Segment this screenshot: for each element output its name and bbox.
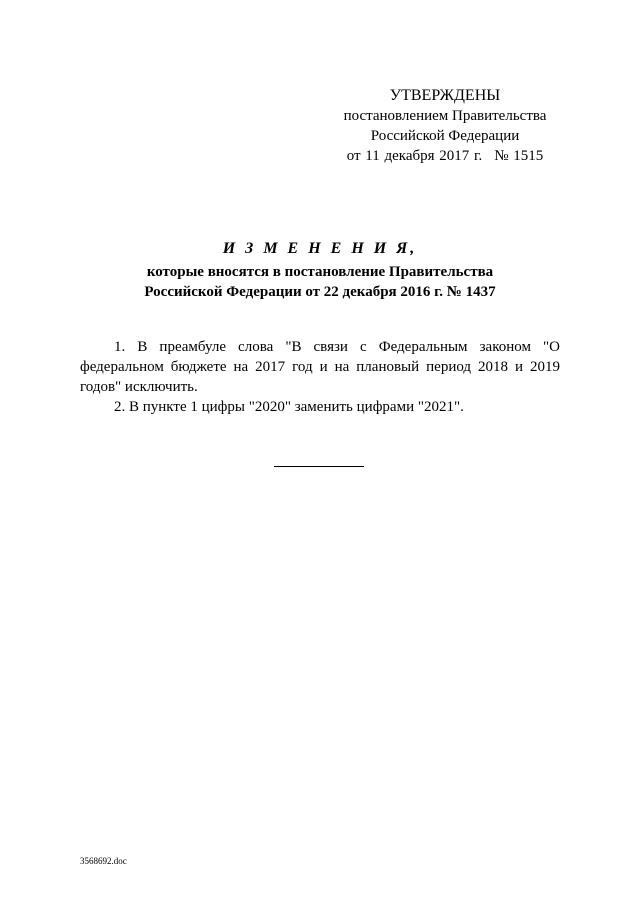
approval-date: от 11 декабря 2017 г. [346, 148, 483, 164]
title-changes: И З М Е Н Е Н И Я, [222, 240, 418, 257]
approval-government-line: Российской Федерации [370, 128, 520, 144]
title-subtitle-line-1: которые вносятся в постановление Правительства [146, 264, 494, 280]
document-body [80, 337, 560, 417]
end-divider [274, 466, 364, 467]
footer-filename: 3568692.doc [80, 856, 127, 866]
title-subtitle [0, 262, 640, 302]
paragraph-item-1: 1. В преамбуле слова "В связи с Федеральным законом "О федеральном бюджете на 2017 год и на плановый период 2018 и 2019 годов" исключить. [80, 339, 560, 395]
paragraph-item-2: 2. В пункте 1 цифры "2020" заменить цифрами "2021". [114, 399, 464, 415]
title-subtitle-line-2: Российской Федерации от 22 декабря 2016 г. № 1437 [144, 284, 496, 300]
approval-heading: УТВЕРЖДЕНЫ [389, 87, 501, 104]
document-title [0, 239, 640, 302]
approval-date-line [330, 146, 560, 166]
approval-stamp [330, 86, 560, 166]
approval-number: № 1515 [494, 148, 544, 164]
approval-issuer-line: постановлением Правительства [343, 108, 547, 124]
